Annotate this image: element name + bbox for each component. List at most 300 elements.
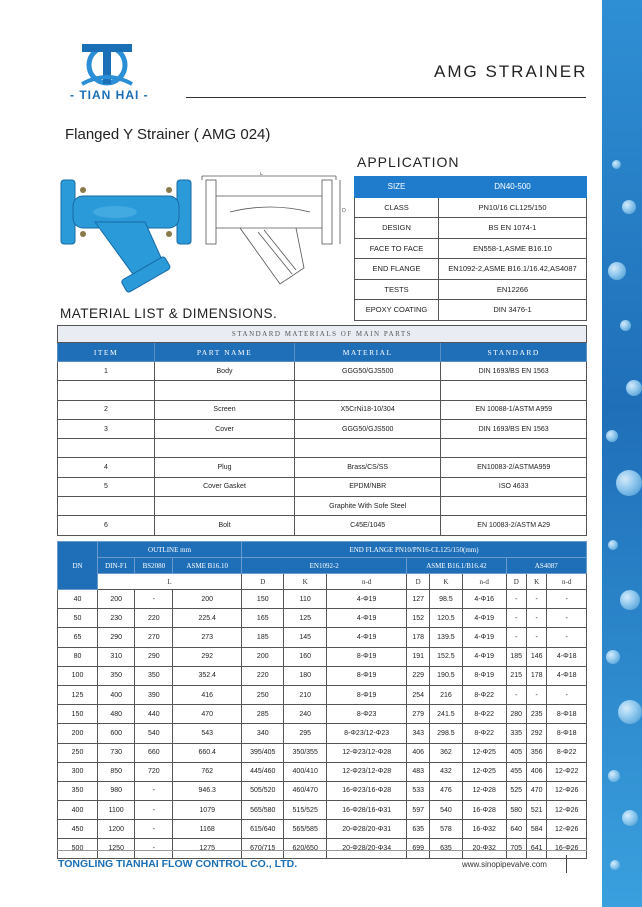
application-row [355, 197, 587, 218]
dimensions-cell: 335 [506, 724, 526, 743]
materials-cell: EPDM/NBR [295, 477, 441, 496]
standard-header: BS2080 [135, 558, 173, 574]
dimensions-cell: 405 [506, 743, 526, 762]
water-drop-icon [608, 540, 618, 550]
dimensions-cell: 432 [429, 762, 462, 781]
dimensions-cell: 127 [407, 590, 430, 609]
application-value: DN40-500 [439, 177, 587, 198]
dimensions-cell: 12-Φ25 [462, 762, 506, 781]
materials-cell: EN10083-2/ASTMA959 [441, 458, 587, 477]
materials-cell: EN 10088-1/ASTM A959 [441, 400, 587, 419]
dimensions-cell: - [135, 590, 173, 609]
water-drop-icon [616, 470, 642, 496]
dimensions-cell: 310 [98, 647, 135, 666]
materials-cell: Cover [155, 419, 295, 438]
materials-cell [441, 381, 587, 400]
dimensions-cell: 273 [173, 628, 242, 647]
dimensions-cell: 8-Φ23/12-Φ23 [326, 724, 406, 743]
dimensions-cell: 350/355 [284, 743, 326, 762]
materials-cell [155, 381, 295, 400]
dimensions-cell: 565/585 [284, 820, 326, 839]
dimensions-cell: 292 [173, 647, 242, 666]
dimensions-cell: 4-Φ19 [326, 590, 406, 609]
dimensions-cell: - [547, 609, 587, 628]
dimensions-cell: 279 [407, 705, 430, 724]
water-drop-icon [606, 430, 618, 442]
standard-header: EN1092-2 [242, 558, 407, 574]
dimensions-cell: 152 [407, 609, 430, 628]
dimensions-cell: 220 [135, 609, 173, 628]
dimensions-cell: 300 [58, 762, 98, 781]
unit-header: K [526, 574, 546, 590]
y-strainer-photo [55, 172, 205, 297]
water-drop-icon [620, 320, 631, 331]
materials-cell: Plug [155, 458, 295, 477]
dimensions-cell: 660 [135, 743, 173, 762]
dimensions-cell: 8-Φ19 [326, 666, 406, 685]
dimensions-cell: 4-Φ16 [462, 590, 506, 609]
dimensions-cell: 98.5 [429, 590, 462, 609]
dimensions-cell: 400 [98, 685, 135, 704]
dimensions-cell: 762 [173, 762, 242, 781]
materials-cell: 1 [58, 362, 155, 381]
dimensions-cell: 270 [135, 628, 173, 647]
dimensions-cell: 200 [173, 590, 242, 609]
dimensions-cell: 16-Φ28/16-Φ31 [326, 801, 406, 820]
brand-name: - TIAN HAI - [70, 88, 149, 102]
dimensions-cell: 1200 [98, 820, 135, 839]
dimensions-cell: 8-Φ19 [462, 666, 506, 685]
dimensions-cell: 343 [407, 724, 430, 743]
dimensions-cell: 16-Φ32 [462, 820, 506, 839]
dimensions-cell: 1100 [98, 801, 135, 820]
application-row [355, 218, 587, 239]
dimensions-cell: 185 [242, 628, 284, 647]
company-name: TONGLING TIANHAI FLOW CONTROL CO., LTD. [58, 858, 298, 870]
dimensions-cell: 350 [98, 666, 135, 685]
dimensions-cell: 191 [407, 647, 430, 666]
materials-row [58, 400, 587, 419]
application-key: DESIGN [355, 218, 439, 239]
dimensions-cell: 185 [506, 647, 526, 666]
dimensions-cell: 80 [58, 647, 98, 666]
dimensions-cell: 216 [429, 685, 462, 704]
application-key: FACE TO FACE [355, 238, 439, 259]
materials-cell: GGG50/GJS500 [295, 419, 441, 438]
application-key: TESTS [355, 279, 439, 300]
dimensions-cell: 476 [429, 781, 462, 800]
application-value: DIN 3476-1 [439, 300, 587, 321]
dimensions-cell: 578 [429, 820, 462, 839]
dimensions-row [58, 705, 587, 724]
dimensions-cell: 705 [506, 839, 526, 858]
materials-cell [58, 381, 155, 400]
dimensions-cell: 416 [173, 685, 242, 704]
application-table [354, 176, 587, 321]
dimensions-cell: 1275 [173, 839, 242, 858]
svg-text:D: D [342, 208, 346, 214]
dimensions-row [58, 685, 587, 704]
dimensions-cell: - [547, 590, 587, 609]
dimensions-cell: 8-Φ22 [462, 685, 506, 704]
dimensions-cell: 125 [284, 609, 326, 628]
dimensions-cell: - [526, 609, 546, 628]
dimensions-cell: 298.5 [429, 724, 462, 743]
unit-header: K [284, 574, 326, 590]
dimensions-cell: 16-Φ28 [462, 801, 506, 820]
dimensions-cell: 350 [58, 781, 98, 800]
dimensions-cell: 1168 [173, 820, 242, 839]
dimensions-cell: 12-Φ26 [547, 781, 587, 800]
standard-header: ASME B16.10 [173, 558, 242, 574]
dimensions-cell: 400/410 [284, 762, 326, 781]
materials-header-row [58, 343, 587, 362]
dimensions-cell: 521 [526, 801, 546, 820]
dimensions-cell: 16-Φ23/16-Φ28 [326, 781, 406, 800]
dimensions-subheader-row [58, 558, 587, 574]
dimensions-cell: 406 [407, 743, 430, 762]
dimensions-cell: 240 [284, 705, 326, 724]
dimensions-cell: 178 [526, 666, 546, 685]
dimensions-cell: 4-Φ19 [462, 628, 506, 647]
dimensions-row [58, 628, 587, 647]
dimensions-cell: 460/470 [284, 781, 326, 800]
dimensions-cell: 946.3 [173, 781, 242, 800]
water-drop-icon [626, 380, 642, 396]
dimensions-cell: 12-Φ22 [547, 762, 587, 781]
dimensions-cell: 110 [284, 590, 326, 609]
water-drop-icon [608, 262, 626, 280]
application-row [355, 259, 587, 280]
dimensions-cell: 525 [506, 781, 526, 800]
water-drop-icon [610, 860, 620, 870]
dimensions-cell: 455 [506, 762, 526, 781]
dimensions-cell: 4-Φ19 [462, 647, 506, 666]
dimensions-cell: 12-Φ26 [547, 820, 587, 839]
footer-divider [57, 850, 587, 851]
materials-cell: 2 [58, 400, 155, 419]
dimensions-cell: 200 [98, 590, 135, 609]
dimensions-cell: 640 [506, 820, 526, 839]
standard-header: AS4087 [506, 558, 586, 574]
dimensions-cell: 406 [526, 762, 546, 781]
footer-separator [566, 855, 567, 873]
application-value: EN12266 [439, 279, 587, 300]
dimensions-cell: 660.4 [173, 743, 242, 762]
dimensions-cell: 505/520 [242, 781, 284, 800]
dimensions-cell: - [506, 685, 526, 704]
dimensions-cell: 65 [58, 628, 98, 647]
dimensions-cell: 4-Φ19 [462, 609, 506, 628]
dimensions-cell: 20-Φ28/20-Φ31 [326, 820, 406, 839]
dimensions-cell: 165 [242, 609, 284, 628]
dimensions-header-row [58, 542, 587, 558]
dimensions-cell: - [135, 801, 173, 820]
materials-cell [58, 439, 155, 458]
dimensions-cell: 565/580 [242, 801, 284, 820]
dimensions-row [58, 666, 587, 685]
materials-row [58, 497, 587, 516]
materials-cell: DIN 1693/BS EN 1563 [441, 419, 587, 438]
header-divider [186, 97, 586, 98]
dimensions-cell: 16-Φ26 [547, 839, 587, 858]
dimensions-cell: 352.4 [173, 666, 242, 685]
unit-header: D [407, 574, 430, 590]
dimensions-cell: - [135, 839, 173, 858]
dimensions-cell: 584 [526, 820, 546, 839]
dimensions-table [57, 541, 587, 859]
product-subtitle: Flanged Y Strainer ( AMG 024) [65, 126, 271, 143]
dimensions-cell: 145 [284, 628, 326, 647]
dimensions-cell: 150 [58, 705, 98, 724]
dimensions-cell: 178 [407, 628, 430, 647]
dimensions-cell: 150 [242, 590, 284, 609]
dimensions-cell: 515/525 [284, 801, 326, 820]
dimensions-cell: 635 [407, 820, 430, 839]
materials-cell: DIN 1693/BS EN 1563 [441, 362, 587, 381]
materials-row [58, 516, 587, 535]
materials-cell [155, 497, 295, 516]
dimensions-cell: - [526, 628, 546, 647]
water-drop-icon [622, 200, 636, 214]
unit-header: n-d [547, 574, 587, 590]
application-value: PN10/16 CL125/150 [439, 197, 587, 218]
decorative-sidebar [602, 0, 642, 907]
dimensions-cell: 292 [526, 724, 546, 743]
materials-cell: 4 [58, 458, 155, 477]
materials-caption-row [58, 326, 587, 343]
dimensions-cell: 12-Φ25 [462, 743, 506, 762]
dimensions-cell: 20-Φ28/20-Φ34 [326, 839, 406, 858]
materials-cell: Screen [155, 400, 295, 419]
water-drop-icon [612, 160, 621, 169]
page-title: AMG STRAINER [434, 62, 588, 81]
application-key: CLASS [355, 197, 439, 218]
dimensions-cell: 8-Φ22 [462, 705, 506, 724]
materials-row [58, 362, 587, 381]
dimensions-row [58, 781, 587, 800]
dimensions-row [58, 839, 587, 858]
application-row [355, 238, 587, 259]
dimensions-cell: 470 [173, 705, 242, 724]
dimensions-cell: - [506, 628, 526, 647]
dimensions-cell: 40 [58, 590, 98, 609]
unit-header: n-d [326, 574, 406, 590]
materials-header: ITEM [58, 343, 155, 362]
dimensions-row [58, 590, 587, 609]
dimensions-cell: 50 [58, 609, 98, 628]
dimensions-cell: 290 [98, 628, 135, 647]
dimensions-cell: 580 [506, 801, 526, 820]
dimensions-cell: 720 [135, 762, 173, 781]
dimensions-cell: 280 [506, 705, 526, 724]
materials-cell: Graphite With Sofe Steel [295, 497, 441, 516]
dimensions-cell: 12-Φ26 [547, 801, 587, 820]
materials-cell: ISO 4633 [441, 477, 587, 496]
dimensions-cell: 160 [284, 647, 326, 666]
application-title: APPLICATION [357, 154, 460, 170]
dimensions-cell: 220 [242, 666, 284, 685]
dimensions-cell: 285 [242, 705, 284, 724]
materials-title: MATERIAL LIST & DIMENSIONS. [60, 306, 278, 321]
dimensions-cell: 8-Φ19 [326, 647, 406, 666]
dimensions-cell: 543 [173, 724, 242, 743]
dimensions-cell: 12-Φ23/12-Φ28 [326, 762, 406, 781]
application-value: BS EN 1074-1 [439, 218, 587, 239]
outline-header: OUTLINE mm [98, 542, 242, 558]
materials-cell: Brass/CS/SS [295, 458, 441, 477]
dimensions-cell: 641 [526, 839, 546, 858]
dimensions-cell: 540 [429, 801, 462, 820]
materials-row [58, 419, 587, 438]
dimensions-cell: - [135, 781, 173, 800]
application-row [355, 279, 587, 300]
dimensions-cell: 450 [58, 820, 98, 839]
dimensions-cell: 20-Φ32 [462, 839, 506, 858]
materials-cell: EN 10083-2/ASTM A29 [441, 516, 587, 535]
dimensions-cell: 100 [58, 666, 98, 685]
dimensions-cell: 470 [526, 781, 546, 800]
materials-cell: 6 [58, 516, 155, 535]
materials-cell [441, 497, 587, 516]
dimensions-cell: 500 [58, 839, 98, 858]
standard-header: DIN-F1 [98, 558, 135, 574]
dimensions-row [58, 724, 587, 743]
dimensions-cell: 620/650 [284, 839, 326, 858]
dimensions-cell: 8-Φ19 [326, 685, 406, 704]
dimensions-cell: 120.5 [429, 609, 462, 628]
water-drop-icon [620, 590, 640, 610]
dimensions-cell: 533 [407, 781, 430, 800]
dimensions-cell: 250 [242, 685, 284, 704]
dimensions-cell: 445/460 [242, 762, 284, 781]
dimensions-row [58, 801, 587, 820]
water-drop-icon [608, 770, 620, 782]
materials-caption: STANDARD MATERIALS OF MAIN PARTS [58, 326, 587, 343]
application-key: END FLANGE [355, 259, 439, 280]
materials-row [58, 477, 587, 496]
dimensions-cell: 483 [407, 762, 430, 781]
dimensions-cell: 146 [526, 647, 546, 666]
dimensions-cell: 440 [135, 705, 173, 724]
standard-header: ASME B16.1/B16.42 [407, 558, 506, 574]
materials-cell [441, 439, 587, 458]
materials-header: PART NAME [155, 343, 295, 362]
dimensions-cell: 254 [407, 685, 430, 704]
dimensions-cell: 8-Φ18 [547, 705, 587, 724]
water-drop-icon [618, 700, 642, 724]
dimensions-cell: 635 [429, 839, 462, 858]
dimensions-row [58, 647, 587, 666]
application-value: EN1092-2,ASME B16.1/16.42,AS4087 [439, 259, 587, 280]
dimensions-cell: 12-Φ23/12-Φ28 [326, 743, 406, 762]
materials-cell: GGG50/GJS500 [295, 362, 441, 381]
dimensions-cell: 730 [98, 743, 135, 762]
unit-header: D [242, 574, 284, 590]
dimensions-cell: - [135, 820, 173, 839]
dimensions-cell: 125 [58, 685, 98, 704]
materials-row [58, 458, 587, 477]
dimensions-cell: 390 [135, 685, 173, 704]
dimensions-cell: 615/640 [242, 820, 284, 839]
materials-header: STANDARD [441, 343, 587, 362]
dimensions-cell: - [526, 590, 546, 609]
dimensions-cell: 540 [135, 724, 173, 743]
materials-row [58, 381, 587, 400]
dimensions-cell: 980 [98, 781, 135, 800]
unit-header: L [98, 574, 242, 590]
dimensions-cell: 395/405 [242, 743, 284, 762]
dimensions-cell: - [506, 609, 526, 628]
dimensions-cell: 4-Φ19 [326, 628, 406, 647]
dimensions-cell: 699 [407, 839, 430, 858]
dimensions-cell: 139.5 [429, 628, 462, 647]
materials-cell: 5 [58, 477, 155, 496]
dimensions-cell: 229 [407, 666, 430, 685]
dn-header: DN [58, 542, 98, 590]
materials-header: MATERIAL [295, 343, 441, 362]
dimensions-cell: 215 [506, 666, 526, 685]
water-drop-icon [622, 810, 638, 826]
application-key: EPOXY COATING [355, 300, 439, 321]
dimensions-cell: - [547, 628, 587, 647]
dimensions-cell: 4-Φ18 [547, 647, 587, 666]
dimensions-cell: 480 [98, 705, 135, 724]
materials-row [58, 439, 587, 458]
materials-cell: C45E/1045 [295, 516, 441, 535]
unit-header: n-d [462, 574, 506, 590]
dimensions-cell: - [526, 685, 546, 704]
materials-cell [295, 381, 441, 400]
dimensions-cell: 200 [58, 724, 98, 743]
dimensions-cell: 1079 [173, 801, 242, 820]
dimensions-cell: 225.4 [173, 609, 242, 628]
svg-text:L: L [260, 172, 263, 177]
website-link[interactable]: www.sinopipevalve.com [462, 860, 547, 869]
dimensions-cell: 295 [284, 724, 326, 743]
unit-header: K [429, 574, 462, 590]
dimensions-cell: 180 [284, 666, 326, 685]
dimensions-cell: 400 [58, 801, 98, 820]
dimensions-cell: - [506, 590, 526, 609]
strainer-cross-section-drawing [200, 172, 350, 297]
dimensions-cell: 190.5 [429, 666, 462, 685]
materials-cell: Body [155, 362, 295, 381]
dimensions-unit-row [58, 574, 587, 590]
dimensions-cell: 597 [407, 801, 430, 820]
dimensions-cell: - [547, 685, 587, 704]
dimensions-cell: 152.5 [429, 647, 462, 666]
materials-cell: X5CrNi18-10/304 [295, 400, 441, 419]
materials-cell [155, 439, 295, 458]
dimensions-cell: 290 [135, 647, 173, 666]
materials-cell: Bolt [155, 516, 295, 535]
dimensions-cell: 362 [429, 743, 462, 762]
dimensions-cell: 600 [98, 724, 135, 743]
dimensions-cell: 350 [135, 666, 173, 685]
dimensions-row [58, 609, 587, 628]
unit-header: D [506, 574, 526, 590]
dimensions-row [58, 743, 587, 762]
application-row [355, 300, 587, 321]
dimensions-cell: 4-Φ19 [326, 609, 406, 628]
application-value: EN558-1,ASME B16.10 [439, 238, 587, 259]
dimensions-cell: 8-Φ18 [547, 724, 587, 743]
materials-cell [295, 439, 441, 458]
dimensions-cell: 235 [526, 705, 546, 724]
dimensions-cell: 8-Φ22 [547, 743, 587, 762]
materials-cell [58, 497, 155, 516]
